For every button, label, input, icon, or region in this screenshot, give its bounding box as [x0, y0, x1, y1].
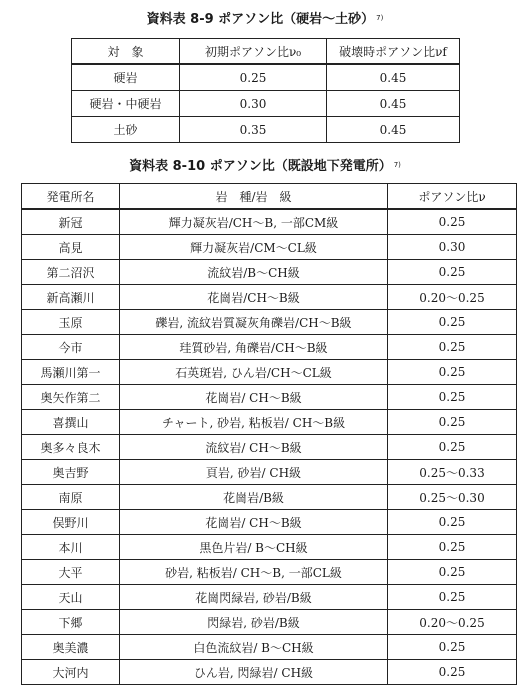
poisson-table-power-stations: [21, 183, 517, 685]
cell-rock-type: 閃緑岩, 砂岩/B級: [120, 610, 388, 635]
cell-poisson-ratio: 0.25: [388, 585, 517, 610]
cell-station-name: 本川: [22, 535, 120, 560]
cell-poisson-ratio: 0.25: [388, 260, 517, 285]
cell-poisson-ratio: 0.25: [388, 535, 517, 560]
cell-poisson-ratio: 0.20～0.25: [388, 285, 517, 310]
cell-rock-type: 流紋岩/ CH～B級: [120, 435, 388, 460]
cell-poisson-ratio: 0.25: [388, 385, 517, 410]
table-row: [22, 260, 517, 285]
cell-poisson-ratio: 0.25: [388, 360, 517, 385]
header-rock-type: 岩 種/岩 級: [120, 184, 388, 210]
table-row: [22, 610, 517, 635]
cell-rock-type: 花崗岩/CH～B級: [120, 285, 388, 310]
cell-station-name: 南原: [22, 485, 120, 510]
table-row: [22, 560, 517, 585]
cell-station-name: 奥吉野: [22, 460, 120, 485]
table-row: [22, 410, 517, 435]
cell-station-name: 奥美濃: [22, 635, 120, 660]
cell-poisson-ratio: 0.25: [388, 410, 517, 435]
header-target: 対 象: [72, 39, 180, 65]
cell-rock-type: 花崗岩/B級: [120, 485, 388, 510]
cell-poisson-ratio: 0.25: [388, 560, 517, 585]
cell-poisson-ratio: 0.25: [388, 310, 517, 335]
cell-initial-poisson: 0.25: [180, 64, 327, 91]
cell-initial-poisson: 0.30: [180, 91, 327, 117]
cell-rock-type: 黒色片岩/ B～CH級: [120, 535, 388, 560]
cell-rock-type: チャート, 砂岩, 粘板岩/ CH～B級: [120, 410, 388, 435]
cell-rock-type: 石英斑岩, ひん岩/CH～CL級: [120, 360, 388, 385]
cell-station-name: 俣野川: [22, 510, 120, 535]
cell-rock-type: 輝力凝灰岩/CH～B, 一部CM級: [120, 209, 388, 235]
cell-station-name: 第二沼沢: [22, 260, 120, 285]
header-failure-poisson: 破壊時ポアソン比νf: [327, 39, 460, 65]
cell-station-name: 玉原: [22, 310, 120, 335]
cell-station-name: 馬瀬川第一: [22, 360, 120, 385]
table2-caption: 資料表 8-10 ポアソン比（既設地下発電所） $^{7)}$: [129, 159, 401, 174]
cell-station-name: 高見: [22, 235, 120, 260]
cell-poisson-ratio: 0.25: [388, 660, 517, 685]
cell-poisson-ratio: 0.20～0.25: [388, 610, 517, 635]
cell-rock-type: 白色流紋岩/ B～CH級: [120, 635, 388, 660]
cell-rock-type: 花崗岩/ CH～B級: [120, 510, 388, 535]
poisson-table-rock-soil: [71, 38, 460, 143]
header-poisson-ratio: ポアソン比ν: [388, 184, 517, 210]
table-row: [22, 660, 517, 685]
table-row: [22, 235, 517, 260]
cell-target: 土砂: [72, 117, 180, 143]
cell-poisson-ratio: 0.25: [388, 435, 517, 460]
cell-station-name: 新高瀬川: [22, 285, 120, 310]
cell-failure-poisson: 0.45: [327, 117, 460, 143]
cell-failure-poisson: 0.45: [327, 64, 460, 91]
cell-rock-type: 砂岩, 粘板岩/ CH～B, 一部CL級: [120, 560, 388, 585]
cell-rock-type: 流紋岩/B～CH級: [120, 260, 388, 285]
cell-rock-type: 礫岩, 流紋岩質凝灰角礫岩/CH～B級: [120, 310, 388, 335]
header-station-name: 発電所名: [22, 184, 120, 210]
cell-station-name: 下郷: [22, 610, 120, 635]
cell-poisson-ratio: 0.25: [388, 510, 517, 535]
header-initial-poisson: 初期ポアソン比ν₀: [180, 39, 327, 65]
cell-station-name: 大平: [22, 560, 120, 585]
table-row: [22, 360, 517, 385]
cell-initial-poisson: 0.35: [180, 117, 327, 143]
table-row: [22, 285, 517, 310]
cell-rock-type: ひん岩, 閃緑岩/ CH級: [120, 660, 388, 685]
cell-station-name: 喜撰山: [22, 410, 120, 435]
cell-station-name: 今市: [22, 335, 120, 360]
cell-rock-type: 頁岩, 砂岩/ CH級: [120, 460, 388, 485]
table-row: [22, 385, 517, 410]
cell-poisson-ratio: 0.25～0.30: [388, 485, 517, 510]
table-row: [22, 435, 517, 460]
cell-poisson-ratio: 0.25: [388, 635, 517, 660]
cell-target: 硬岩: [72, 64, 180, 91]
table-row: [22, 335, 517, 360]
cell-poisson-ratio: 0.30: [388, 235, 517, 260]
cell-poisson-ratio: 0.25: [388, 209, 517, 235]
table-header-row: [22, 184, 517, 210]
cell-target: 硬岩・中硬岩: [72, 91, 180, 117]
table-row: [72, 64, 460, 91]
table1-caption: 資料表 8-9 ポアソン比（硬岩～土砂） $^{7)}$: [146, 12, 384, 27]
table-row: [22, 209, 517, 235]
table-row: [22, 635, 517, 660]
table-row: [22, 460, 517, 485]
table-row: [22, 310, 517, 335]
table-row: [22, 535, 517, 560]
cell-station-name: 新冠: [22, 209, 120, 235]
cell-failure-poisson: 0.45: [327, 91, 460, 117]
cell-rock-type: 花崗閃緑岩, 砂岩/B級: [120, 585, 388, 610]
cell-station-name: 大河内: [22, 660, 120, 685]
table-row: [22, 510, 517, 535]
cell-station-name: 奥矢作第二: [22, 385, 120, 410]
cell-poisson-ratio: 0.25: [388, 335, 517, 360]
cell-station-name: 奥多々良木: [22, 435, 120, 460]
table-row: [22, 485, 517, 510]
table-row: [72, 117, 460, 143]
cell-rock-type: 花崗岩/ CH～B級: [120, 385, 388, 410]
table-header-row: [72, 39, 460, 65]
cell-poisson-ratio: 0.25～0.33: [388, 460, 517, 485]
cell-rock-type: 輝力凝灰岩/CM～CL級: [120, 235, 388, 260]
cell-rock-type: 珪質砂岩, 角礫岩/CH～B級: [120, 335, 388, 360]
table-row: [22, 585, 517, 610]
cell-station-name: 天山: [22, 585, 120, 610]
table-row: [72, 91, 460, 117]
